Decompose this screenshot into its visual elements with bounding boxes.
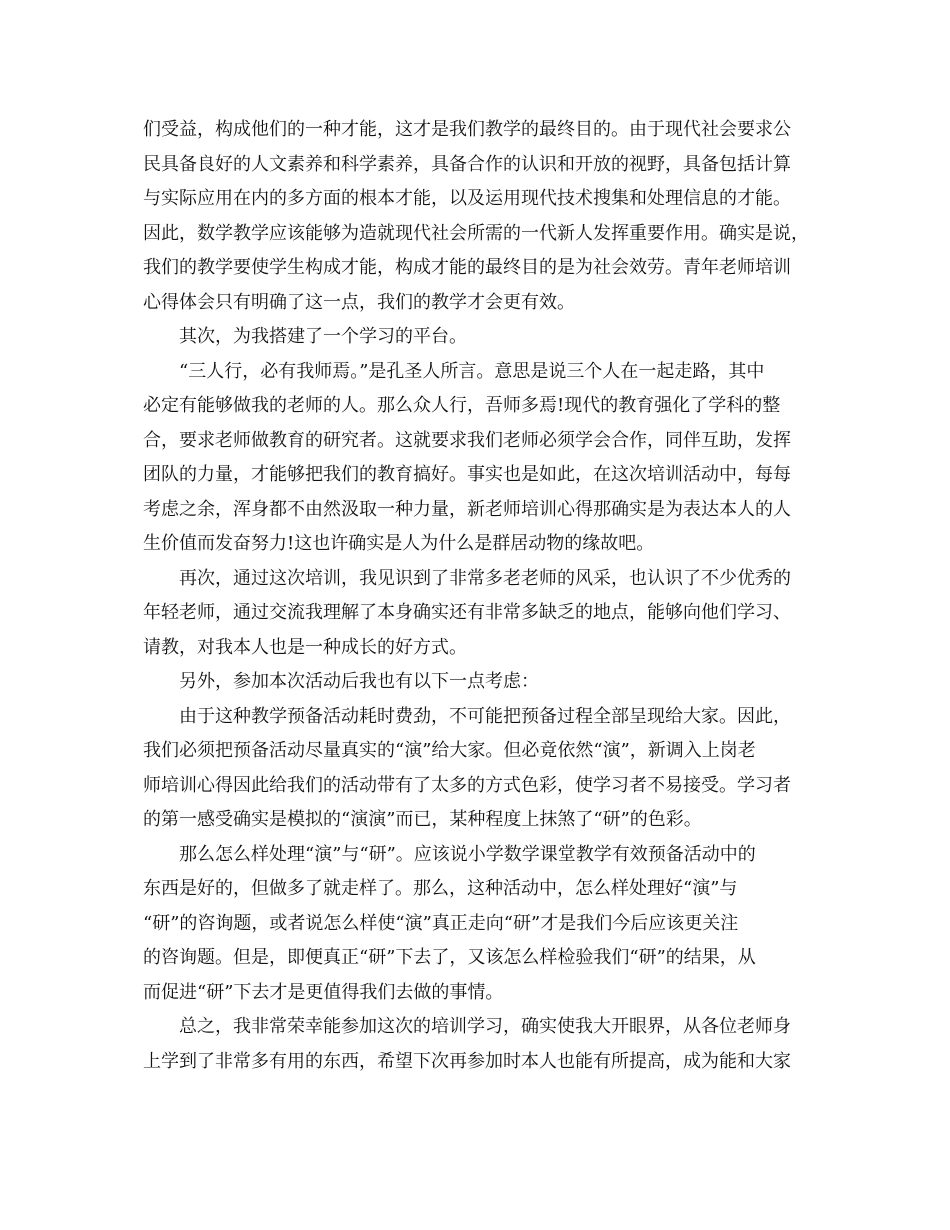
text-line: 另外，参加本次活动后我也有以下一点考虑：: [179, 671, 539, 692]
text-line: 请教，对我本人也是一种成长的好方式。: [143, 636, 467, 658]
text-line: 的第一感受确实是模拟的“演演”而已，某种程度上抹煞了“研”的色彩。: [143, 809, 702, 830]
text-line: 总之，我非常荣幸能参加这次的培训学习，确实使我大开眼界，从各位老师身: [179, 1016, 791, 1037]
text-line: “研”的咨询题，或者说怎么样使“演”真正走向“研”才是我们今后应该更关注: [143, 912, 739, 934]
text-line: 年轻老师，通过交流我理解了本身确实还有非常多缺乏的地点，能够向他们学习、: [143, 602, 791, 623]
text-line: 而促进“研”下去才是更值得我们去做的事情。: [143, 981, 504, 1003]
text-line: 考虑之余，浑身都不由然汲取一种力量，新老师培训心得那确实是为表达本人的人: [143, 498, 791, 520]
text-line: 与实际应用在内的多方面的根本才能，以及运用现代技术搜集和处理信息的才能。: [143, 188, 791, 209]
text-line: 那么怎么样处理“演”与“研”。应该说小学数学课堂教学有效预备活动中的: [179, 843, 756, 865]
text-line: 东西是好的，但做多了就走样了。那么，这种活动中，怎么样处理好“演”与: [143, 878, 738, 899]
text-line: 们受益，构成他们的一种才能，这才是我们教学的最终目的。由于现代社会要求公: [143, 119, 791, 140]
text-line: “三人行，必有我师焉。”是孔圣人所言。意思是说三个人在一起走路，其中: [179, 360, 765, 382]
text-line: 我们必须把预备活动尽量真实的“演”给大家。但必竟依然“演”，新调入上岗老: [143, 740, 756, 761]
text-line: 合，要求老师做教育的研究者。这就要求我们老师必须学会合作，同伴互助，发挥: [143, 429, 791, 451]
text-line: 必定有能够做我的老师的人。那么众人行，吾师多焉!现代的教育强化了学科的整: [143, 395, 781, 416]
text-line: 上学到了非常多有用的东西，希望下次再参加时本人也能有所提高，成为能和大家: [143, 1050, 791, 1072]
text-line: 生价值而发奋努力!这也许确实是人为什么是群居动物的缘故吧。: [143, 533, 655, 554]
text-line: 团队的力量，才能够把我们的教育搞好。事实也是如此，在这次培训活动中，每每: [143, 464, 791, 485]
text-line: 由于这种教学预备活动耗时费劲，不可能把预备过程全部呈现给大家。因此，: [179, 705, 791, 727]
text-line: 师培训心得因此给我们的活动带有了太多的方式色彩，使学习者不易接受。学习者: [143, 774, 791, 796]
text-line: 其次，为我搭建了一个学习的平台。: [179, 326, 467, 347]
text-line: 心得体会只有明确了这一点，我们的教学才会更有效。: [143, 291, 575, 313]
text-line: 因此，数学教学应该能够为造就现代社会所需的一代新人发挥重要作用。确实是说，: [143, 222, 809, 244]
text-line: 我们的教学要使学生构成才能，构成才能的最终目的是为社会效劳。青年老师培训: [143, 257, 791, 278]
text-line: 再次，通过这次培训，我见识到了非常多老老师的风采，也认识了不少优秀的: [179, 567, 791, 589]
text-line: 民具备良好的人文素养和科学素养，具备合作的认识和开放的视野，具备包括计算: [143, 153, 791, 175]
text-line: 的咨询题。但是，即便真正“研”下去了，又该怎么样检验我们“研”的结果，从: [143, 947, 756, 968]
